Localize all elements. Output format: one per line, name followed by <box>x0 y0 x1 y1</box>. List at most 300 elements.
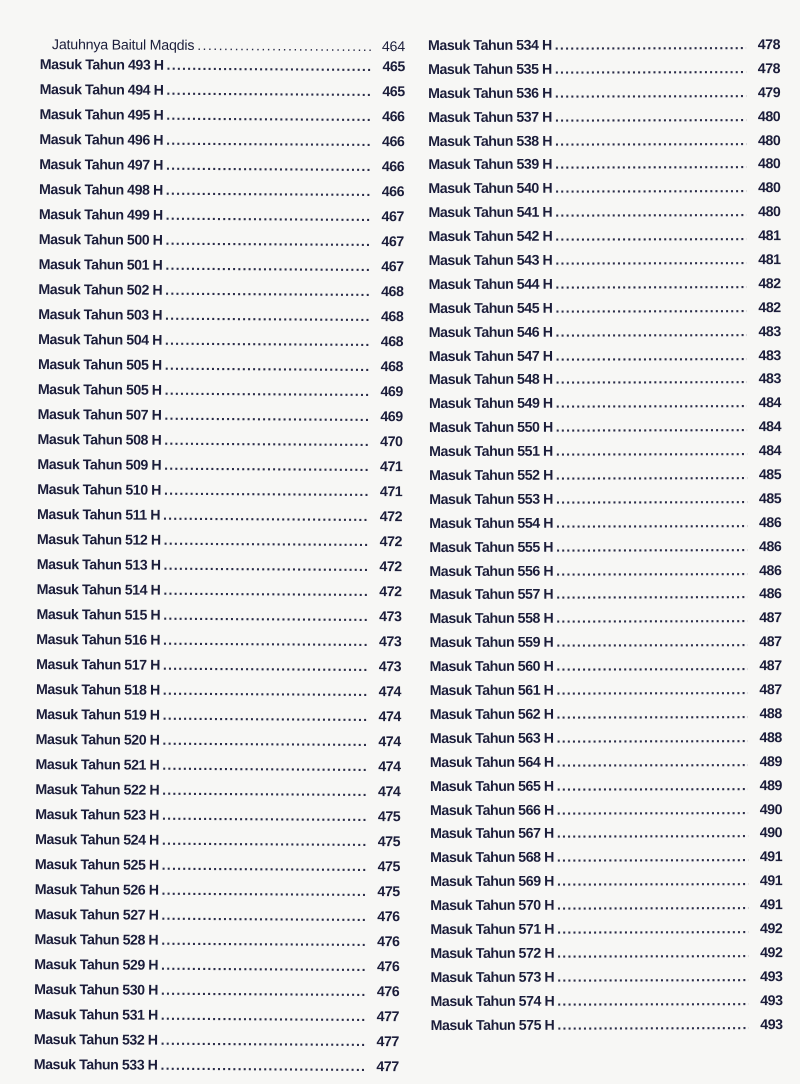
dot-leader <box>162 808 366 825</box>
toc-entry-page: 476 <box>377 934 400 951</box>
toc-entry <box>430 921 782 946</box>
toc-entry <box>35 807 400 834</box>
toc-entry-title: Masuk Tahun 521 H <box>35 756 160 774</box>
toc-entry-page: 474 <box>378 784 401 801</box>
toc-entry-page: 475 <box>377 859 400 876</box>
toc-entry <box>38 382 403 409</box>
toc-entry-title: Masuk Tahun 493 H <box>39 56 164 74</box>
toc-entry-page: 477 <box>376 1034 399 1051</box>
toc-entry-page: 491 <box>759 873 783 890</box>
toc-entry-title: Masuk Tahun 532 H <box>33 1031 158 1049</box>
toc-entry <box>35 907 400 934</box>
toc-entry <box>429 443 781 468</box>
toc-entry <box>430 849 782 874</box>
dot-leader <box>165 333 369 350</box>
toc-entry <box>37 507 402 534</box>
dot-leader <box>164 433 368 450</box>
dot-leader <box>164 458 368 475</box>
toc-entry-page: 467 <box>381 209 404 226</box>
toc-entry-title: Masuk Tahun 568 H <box>430 849 554 867</box>
toc-entry <box>38 407 403 434</box>
toc-entry-page: 474 <box>378 734 401 751</box>
toc-entry-page: 490 <box>759 801 783 818</box>
toc-entry-page: 468 <box>381 284 404 301</box>
toc-entry <box>37 557 402 584</box>
toc-entry-page: 489 <box>759 777 782 794</box>
toc-entry <box>430 730 782 755</box>
dot-leader <box>555 133 746 150</box>
toc-entry-page: 486 <box>758 514 782 531</box>
toc-entry-title: Masuk Tahun 509 H <box>37 456 162 474</box>
toc-entry-page: 474 <box>378 709 401 726</box>
dot-leader <box>555 109 746 126</box>
toc-entry-title: Masuk Tahun 498 H <box>39 181 163 199</box>
toc-entry-page: 475 <box>377 809 401 826</box>
dot-leader <box>557 969 748 986</box>
toc-entry-title: Masuk Tahun 524 H <box>35 831 159 849</box>
toc-entry-page: 483 <box>758 347 781 364</box>
toc-entry <box>430 610 782 635</box>
dot-leader <box>161 1008 365 1025</box>
toc-entry <box>40 37 405 59</box>
dot-leader <box>557 1017 748 1034</box>
toc-entry-title: Masuk Tahun 502 H <box>38 281 163 299</box>
toc-entry-page: 493 <box>760 1016 783 1033</box>
dot-leader <box>165 358 369 375</box>
toc-entry-page: 480 <box>757 156 781 173</box>
dot-leader <box>556 419 747 436</box>
toc-entry-page: 474 <box>378 684 402 701</box>
toc-entry-title: Masuk Tahun 554 H <box>429 515 554 532</box>
toc-entry-title: Masuk Tahun 519 H <box>35 706 160 724</box>
toc-entry-title: Masuk Tahun 512 H <box>36 531 161 549</box>
toc-entry-title: Masuk Tahun 543 H <box>428 252 553 270</box>
toc-entry <box>430 706 782 731</box>
toc-entry-title: Masuk Tahun 526 H <box>34 881 159 899</box>
toc-entry-title: Masuk Tahun 553 H <box>429 491 553 508</box>
toc-entry <box>429 252 781 277</box>
dot-leader <box>165 258 369 275</box>
toc-entry-title: Masuk Tahun 534 H <box>428 37 552 54</box>
toc-entry <box>430 873 782 898</box>
toc-entry <box>38 282 403 309</box>
toc-entry-title: Masuk Tahun 501 H <box>38 256 163 274</box>
toc-entry-page: 468 <box>380 309 404 326</box>
toc-entry-title: Masuk Tahun 545 H <box>428 300 553 317</box>
toc-entry <box>37 532 402 559</box>
toc-entry-title: Masuk Tahun 539 H <box>428 157 553 174</box>
toc-entry-page: 482 <box>758 299 781 316</box>
toc-entry-page: 474 <box>378 759 401 776</box>
toc-entry-title: Masuk Tahun 549 H <box>428 396 553 413</box>
dot-leader <box>163 508 368 525</box>
toc-entry-title: Masuk Tahun 567 H <box>430 826 554 843</box>
toc-entry <box>428 61 780 86</box>
toc-entry <box>429 395 781 420</box>
dot-leader <box>162 858 366 875</box>
toc-entry <box>35 757 400 784</box>
toc-entry-page: 466 <box>381 134 405 151</box>
toc-entry-page: 464 <box>381 39 405 56</box>
toc-entry <box>34 982 399 1009</box>
toc-entry-page: 485 <box>758 490 782 508</box>
toc-entry-title: Masuk Tahun 542 H <box>428 228 553 246</box>
dot-leader <box>162 758 366 775</box>
dot-leader <box>557 921 748 938</box>
toc-entry-title: Masuk Tahun 541 H <box>428 204 553 222</box>
dot-leader <box>161 933 365 950</box>
toc-entry <box>35 832 400 859</box>
toc-entry-page: 481 <box>758 252 781 269</box>
toc-entry-title: Masuk Tahun 563 H <box>429 730 554 747</box>
dot-leader <box>556 539 747 556</box>
toc-entry <box>428 133 780 158</box>
toc-right-column <box>428 37 783 1041</box>
dot-leader <box>557 802 748 819</box>
toc-entry-page: 480 <box>758 180 781 197</box>
dot-leader <box>166 133 370 150</box>
dot-leader <box>163 683 367 700</box>
toc-entry <box>429 491 781 516</box>
toc-entry <box>430 945 782 970</box>
toc-entry-page: 491 <box>759 897 783 914</box>
dot-leader <box>557 849 748 866</box>
toc-entry <box>428 204 780 229</box>
toc-entry-title: Masuk Tahun 500 H <box>38 231 163 249</box>
dot-leader <box>556 467 747 484</box>
dot-leader <box>557 730 748 747</box>
dot-leader <box>557 873 748 890</box>
toc-entry <box>429 587 781 612</box>
toc-entry <box>37 582 402 609</box>
toc-entry-page: 477 <box>376 1059 399 1076</box>
dot-leader <box>165 283 369 300</box>
toc-entry <box>39 207 404 234</box>
toc-entry <box>429 276 781 301</box>
toc-entry <box>39 182 404 209</box>
toc-entry-title: Masuk Tahun 560 H <box>429 658 554 676</box>
toc-entry <box>428 85 780 110</box>
toc-entry <box>34 1032 399 1059</box>
dot-leader <box>556 515 747 532</box>
dot-leader <box>556 634 747 651</box>
dot-leader <box>556 443 747 460</box>
toc-entry <box>431 993 783 1018</box>
dot-leader <box>161 983 365 1000</box>
toc-entry-title: Masuk Tahun 573 H <box>430 969 555 986</box>
toc-entry <box>430 897 782 922</box>
toc-entry-title: Masuk Tahun 558 H <box>429 611 554 628</box>
dot-leader <box>162 783 366 800</box>
toc-entry-title: Masuk Tahun 547 H <box>428 348 553 365</box>
toc-entry-page: 480 <box>757 132 781 149</box>
toc-entry <box>36 632 401 659</box>
toc-entry <box>429 228 781 253</box>
toc-entry-page: 468 <box>380 334 404 351</box>
toc-entry-title: Masuk Tahun 536 H <box>428 85 552 102</box>
dot-leader <box>555 228 746 245</box>
toc-entry-title: Masuk Tahun 575 H <box>430 1017 555 1034</box>
toc-entry <box>35 857 400 884</box>
dot-leader <box>557 993 748 1010</box>
toc-entry-page: 485 <box>758 467 782 484</box>
toc-entry-page: 476 <box>377 909 400 926</box>
toc-entry <box>34 1007 399 1034</box>
toc-entry <box>429 348 781 373</box>
toc-entry-title: Masuk Tahun 551 H <box>429 443 553 461</box>
dot-leader <box>165 308 369 325</box>
toc-entry-page: 472 <box>379 509 403 526</box>
dot-leader <box>163 633 367 650</box>
toc-entry <box>36 732 401 759</box>
dot-leader <box>556 348 747 365</box>
dot-leader <box>556 587 747 604</box>
toc-entry-page: 487 <box>759 610 782 627</box>
toc-entry-page: 475 <box>377 834 401 851</box>
toc-entry-page: 476 <box>376 959 400 976</box>
toc-entry-title: Masuk Tahun 569 H <box>430 873 554 891</box>
dot-leader <box>556 611 747 628</box>
toc-entry <box>429 324 781 349</box>
toc-entry-page: 471 <box>379 484 403 501</box>
toc-entry <box>430 802 782 827</box>
dot-leader <box>557 754 748 771</box>
toc-entry-title: Masuk Tahun 522 H <box>35 781 160 799</box>
toc-entry-page: 492 <box>760 944 783 961</box>
toc-entry-page: 469 <box>380 384 403 401</box>
toc-entry-title: Masuk Tahun 564 H <box>429 754 554 771</box>
toc-entry-title: Masuk Tahun 562 H <box>429 706 554 723</box>
toc-entry <box>34 932 399 959</box>
dot-leader <box>166 183 370 200</box>
toc-entry-page: 492 <box>759 921 783 938</box>
toc-entry <box>38 307 403 334</box>
toc-entry-title: Masuk Tahun 548 H <box>428 372 553 389</box>
toc-entry-page: 465 <box>382 84 405 101</box>
toc-entry-title: Masuk Tahun 533 H <box>33 1056 158 1074</box>
dot-leader <box>557 778 748 795</box>
toc-entry <box>39 132 404 159</box>
toc-entry <box>430 778 782 803</box>
toc-entry-page: 493 <box>760 992 783 1009</box>
toc-entry-title: Masuk Tahun 494 H <box>39 81 164 99</box>
dot-leader <box>162 733 366 750</box>
dot-leader <box>556 491 747 508</box>
toc-entry-title: Masuk Tahun 510 H <box>37 481 162 499</box>
toc-entry-page: 475 <box>377 884 400 901</box>
toc-entry-title: Masuk Tahun 518 H <box>35 681 160 699</box>
toc-entry-title: Masuk Tahun 497 H <box>39 156 164 174</box>
dot-leader <box>557 706 748 723</box>
dot-leader <box>557 826 748 843</box>
toc-entry-title: Masuk Tahun 555 H <box>429 539 554 556</box>
toc-entry-page: 483 <box>758 323 781 340</box>
toc-entry <box>36 682 401 709</box>
toc-entry <box>429 467 781 492</box>
toc-entry <box>39 257 404 284</box>
dot-leader <box>555 37 746 54</box>
toc-entry-title: Masuk Tahun 557 H <box>429 587 554 604</box>
dot-leader <box>197 38 371 55</box>
toc-entry-title: Masuk Tahun 528 H <box>34 931 159 949</box>
dot-leader <box>557 897 748 914</box>
toc-entry-title: Masuk Tahun 523 H <box>35 806 160 824</box>
dot-leader <box>166 208 370 225</box>
toc-entry-title: Masuk Tahun 516 H <box>36 631 161 649</box>
dot-leader <box>166 83 370 100</box>
toc-entry-title: Masuk Tahun 504 H <box>38 331 162 349</box>
toc-entry-page: 486 <box>759 586 782 603</box>
toc-entry-title: Masuk Tahun 505 H <box>37 356 162 374</box>
toc-entry-page: 489 <box>759 753 782 770</box>
toc-entry-page: 466 <box>382 109 405 126</box>
toc-entry <box>35 882 400 909</box>
toc-entry-page: 484 <box>758 395 781 412</box>
toc-entry-title: Masuk Tahun 513 H <box>36 556 161 574</box>
toc-entry-page: 467 <box>381 234 404 251</box>
toc-entry <box>36 607 401 634</box>
toc-entry-page: 465 <box>382 59 405 76</box>
toc-entry <box>38 332 403 359</box>
toc-entry-title: Masuk Tahun 574 H <box>430 993 555 1010</box>
toc-entry-title: Masuk Tahun 529 H <box>34 956 159 974</box>
dot-leader <box>163 658 367 675</box>
toc-entry-page: 472 <box>379 584 402 601</box>
toc-entry-page: 472 <box>379 534 402 551</box>
toc-entry-page: 473 <box>379 609 402 626</box>
toc-entry-page: 486 <box>759 562 782 579</box>
dot-leader <box>556 324 747 341</box>
toc-entry-title: Masuk Tahun 525 H <box>34 856 159 874</box>
dot-leader <box>161 958 365 975</box>
dot-leader <box>163 583 367 600</box>
dot-leader <box>555 276 746 293</box>
toc-entry-page: 470 <box>380 434 403 451</box>
toc-entry-page: 484 <box>758 419 782 436</box>
toc-entry-page: 483 <box>758 371 781 388</box>
toc-entry-page: 472 <box>379 559 402 576</box>
toc-entry <box>431 1017 783 1042</box>
toc-entry-page: 484 <box>758 443 782 460</box>
toc-entry <box>430 682 782 707</box>
dot-leader <box>161 908 365 925</box>
dot-leader <box>556 372 747 389</box>
dot-leader <box>167 58 371 75</box>
toc-entry <box>429 563 781 588</box>
toc-entry-title: Masuk Tahun 515 H <box>36 606 161 624</box>
dot-leader <box>164 483 368 500</box>
toc-entry-title: Masuk Tahun 546 H <box>428 324 553 341</box>
toc-entry-title: Masuk Tahun 530 H <box>34 981 158 999</box>
toc-entry-page: 478 <box>757 60 781 78</box>
dot-leader <box>166 158 370 175</box>
toc-entry <box>429 372 781 397</box>
toc-entry <box>429 419 781 444</box>
dot-leader <box>556 682 747 699</box>
toc-entry <box>36 657 401 684</box>
toc-entry <box>429 515 781 540</box>
toc-entry <box>428 109 780 134</box>
dot-leader <box>555 181 746 198</box>
toc-entry-page: 486 <box>758 538 782 555</box>
toc-entry-title: Masuk Tahun 499 H <box>38 206 163 224</box>
toc-entry-title: Masuk Tahun 505 H <box>37 381 162 399</box>
toc-entry-title: Masuk Tahun 538 H <box>428 133 553 150</box>
toc-entry-title: Masuk Tahun 550 H <box>429 419 553 437</box>
toc-entry-page: 466 <box>381 184 405 201</box>
toc-entry-page: 467 <box>381 259 404 276</box>
dot-leader <box>164 408 368 425</box>
dot-leader <box>163 608 367 625</box>
toc-entry-title: Masuk Tahun 535 H <box>428 61 552 78</box>
dot-leader <box>160 1058 364 1075</box>
dot-leader <box>556 396 747 413</box>
toc-entry-title: Masuk Tahun 520 H <box>35 731 160 749</box>
toc-entry-title: Masuk Tahun 507 H <box>37 406 162 424</box>
toc-entry-page: 468 <box>380 359 404 376</box>
toc-entry-title: Masuk Tahun 508 H <box>37 431 162 449</box>
toc-entry <box>429 300 781 325</box>
toc-entry-title: Masuk Tahun 503 H <box>38 306 163 324</box>
toc-entry-title: Masuk Tahun 511 H <box>37 506 161 524</box>
toc-entry-title: Masuk Tahun 496 H <box>39 131 164 149</box>
toc-entry-title: Masuk Tahun 544 H <box>428 276 553 293</box>
toc-entry-title: Masuk Tahun 556 H <box>429 563 554 580</box>
toc-entry-page: 473 <box>378 659 402 676</box>
toc-entry-title: Masuk Tahun 517 H <box>36 656 160 674</box>
toc-entry-title: Jatuhnya Baitul Maqdis <box>51 37 195 54</box>
toc-entry-page: 482 <box>758 275 781 293</box>
toc-entry-page: 477 <box>376 1009 400 1026</box>
dot-leader <box>161 1033 365 1050</box>
toc-entry <box>430 634 782 659</box>
toc-entry-title: Masuk Tahun 572 H <box>430 945 555 962</box>
toc-entry-page: 481 <box>758 228 781 245</box>
dot-leader <box>161 883 365 900</box>
toc-entry-page: 491 <box>759 849 783 866</box>
toc-entry <box>39 232 404 259</box>
dot-leader <box>164 533 368 550</box>
dot-leader <box>555 61 746 78</box>
toc-entry <box>37 457 402 484</box>
toc-entry-title: Masuk Tahun 561 H <box>429 682 554 700</box>
toc-entry <box>34 957 399 984</box>
dot-leader <box>555 300 746 317</box>
toc-entry <box>430 754 782 779</box>
toc-entry <box>36 707 401 734</box>
toc-entry-title: Masuk Tahun 571 H <box>430 921 555 938</box>
toc-entry-title: Masuk Tahun 495 H <box>39 106 164 124</box>
dot-leader <box>555 252 746 269</box>
dot-leader <box>555 204 746 221</box>
toc-entry <box>428 37 780 62</box>
toc-entry <box>430 969 782 994</box>
toc-entry-title: Masuk Tahun 540 H <box>428 181 553 198</box>
toc-entry-title: Masuk Tahun 531 H <box>33 1006 158 1024</box>
toc-entry-page: 476 <box>376 984 400 1001</box>
toc-entry-title: Masuk Tahun 565 H <box>429 778 554 795</box>
toc-entry-page: 488 <box>759 729 782 746</box>
dot-leader <box>163 558 367 575</box>
toc-entry-title: Masuk Tahun 537 H <box>428 109 552 126</box>
toc-entry-title: Masuk Tahun 552 H <box>429 467 553 485</box>
toc-entry <box>37 482 402 509</box>
dot-leader <box>556 563 747 580</box>
toc-entry <box>428 180 780 205</box>
toc-entry-title: Masuk Tahun 570 H <box>430 897 555 915</box>
toc-entry-page: 473 <box>378 634 402 651</box>
toc-entry <box>430 825 782 850</box>
